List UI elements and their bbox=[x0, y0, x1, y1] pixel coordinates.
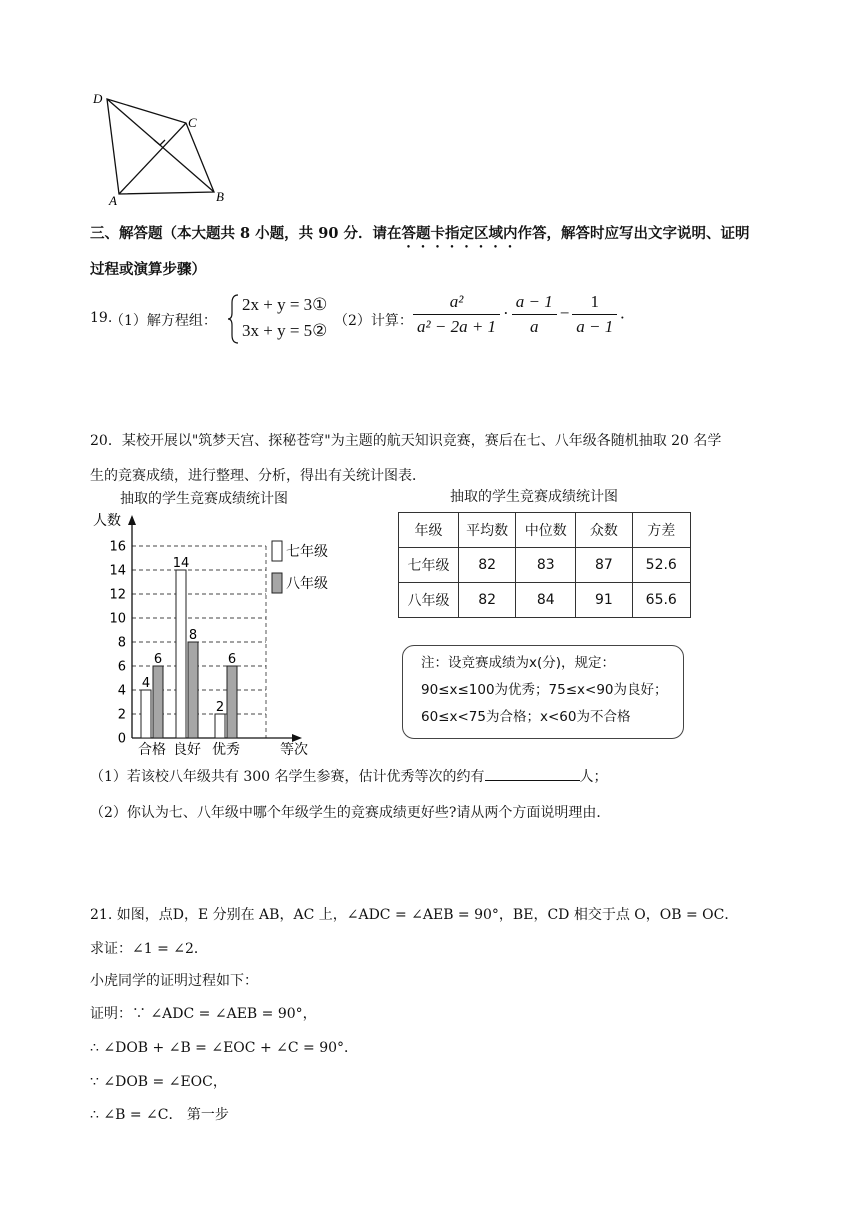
q21-line3: 小虎同学的证明过程如下： bbox=[90, 973, 258, 989]
fraction-2-numerator: a − 1 bbox=[512, 292, 557, 315]
q19-number: 19. bbox=[90, 310, 113, 326]
y-tick-label: 8 bbox=[117, 635, 126, 651]
y-tick-label: 14 bbox=[109, 563, 126, 579]
fraction-2-denominator: a bbox=[529, 317, 539, 336]
y-tick-label: 16 bbox=[109, 539, 126, 555]
section-heading-part-b: 作答，解答时应写出文字说明、证明 bbox=[517, 225, 750, 242]
q20-line1: 20．某校开展以"筑梦天宫、探秘苍穹"为主题的航天知识竞赛，赛后在七、八年级各随机抽取 20 名学 bbox=[90, 433, 722, 449]
q19-eq1: 2x + y = 3① bbox=[242, 295, 328, 314]
y-tick-label: 6 bbox=[117, 659, 126, 675]
y-tick-label: 2 bbox=[117, 707, 126, 723]
q21-line6: ∵ ∠DOB = ∠EOC， bbox=[90, 1074, 227, 1090]
fraction-1 bbox=[413, 292, 500, 337]
x-tick-label: 优秀 bbox=[212, 742, 240, 758]
section-heading-part-a: 三、解答题（本大题共 8 小题，共 90 分．请在 bbox=[90, 225, 402, 242]
bar bbox=[153, 666, 163, 738]
x-tick-label: 良好 bbox=[173, 742, 201, 758]
right-angle-mark bbox=[154, 140, 165, 145]
bar bbox=[141, 690, 151, 738]
note-box bbox=[402, 645, 684, 739]
expression-end: . bbox=[620, 303, 625, 323]
label-c: C bbox=[188, 115, 197, 130]
x-tick-label: 合格 bbox=[138, 742, 166, 758]
bar-value-label: 14 bbox=[172, 556, 190, 571]
bar-value-label: 6 bbox=[153, 652, 163, 667]
table-cell: 52.6 bbox=[632, 548, 690, 583]
q20-sub1-suffix: 人； bbox=[579, 769, 608, 785]
q21-line1: 21. 如图，点D，E 分别在 AB，AC 上，∠ADC = ∠AEB = 90°，BE，CD 相交于点 O，OB = OC． bbox=[90, 907, 739, 923]
table-header-cell: 中位数 bbox=[516, 513, 576, 548]
table-row bbox=[399, 583, 691, 618]
chart-title: 抽取的学生竞赛成绩统计图 bbox=[120, 491, 288, 507]
label-a: A bbox=[109, 193, 117, 208]
table-cell: 87 bbox=[576, 548, 632, 583]
table-cell: 七年级 bbox=[399, 548, 459, 583]
q21-line4: 证明：∵ ∠ADC = ∠AEB = 90°， bbox=[90, 1006, 317, 1022]
legend-label: 八年级 bbox=[286, 576, 328, 592]
table-cell: 82 bbox=[459, 548, 516, 583]
bar-chart bbox=[88, 505, 328, 760]
y-tick-label: 0 bbox=[117, 731, 126, 747]
fraction-1-denominator: a² − 2a + 1 bbox=[417, 317, 497, 336]
fraction-3 bbox=[572, 292, 617, 337]
bar-value-label: 2 bbox=[215, 700, 225, 715]
table-header-cell: 平均数 bbox=[459, 513, 516, 548]
q20-sub1 bbox=[90, 766, 608, 786]
y-tick-label: 4 bbox=[117, 683, 126, 699]
table-cell: 91 bbox=[576, 583, 632, 618]
quadrilateral-figure bbox=[88, 86, 238, 208]
bar bbox=[227, 666, 237, 738]
fraction-1-numerator: a² bbox=[413, 292, 500, 315]
x-axis-arrow-icon bbox=[292, 734, 302, 742]
table-title: 抽取的学生竞赛成绩统计图 bbox=[450, 489, 618, 505]
q21-line2: 求证：∠1 = ∠2． bbox=[90, 941, 208, 957]
legend-label: 七年级 bbox=[286, 544, 328, 560]
table-cell: 84 bbox=[516, 583, 576, 618]
note-line: 60≤x<75为合格；x<60为不合格 bbox=[421, 709, 631, 725]
section-heading bbox=[90, 222, 749, 251]
table-cell: 65.6 bbox=[632, 583, 690, 618]
label-b: B bbox=[216, 189, 224, 204]
fraction-2 bbox=[512, 292, 557, 337]
table-cell: 八年级 bbox=[399, 583, 459, 618]
legend-swatch bbox=[272, 573, 282, 593]
bar bbox=[188, 642, 198, 738]
table-header-cell: 年级 bbox=[399, 513, 459, 548]
note-line: 注：设竞赛成绩为x(分)，规定： bbox=[421, 655, 616, 671]
q21-line5: ∴ ∠DOB + ∠B = ∠EOC + ∠C = 90°． bbox=[90, 1040, 359, 1056]
stats-table bbox=[398, 512, 691, 618]
q19-part1: （1）解方程组： bbox=[110, 313, 217, 329]
q20-sub1-text: （1）若该校八年级共有 300 名学生参赛，估计优秀等次的约有 bbox=[90, 769, 485, 785]
table-cell: 82 bbox=[459, 583, 516, 618]
bar bbox=[176, 570, 186, 738]
q20-sub2: （2）你认为七、八年级中哪个年级学生的竞赛成绩更好些?请从两个方面说明理由． bbox=[90, 805, 611, 821]
q20-line2: 生的竞赛成绩，进行整理、分析，得出有关统计图表． bbox=[90, 468, 426, 484]
table-header-row bbox=[399, 513, 691, 548]
dot-operator: · bbox=[503, 303, 509, 323]
section-heading-line2: 过程或演算步骤） bbox=[90, 261, 206, 278]
x-axis-label: 等次 bbox=[280, 742, 308, 758]
table-cell: 83 bbox=[516, 548, 576, 583]
label-d: D bbox=[93, 91, 103, 106]
note-line: 90≤x≤100为优秀；75≤x<90为良好； bbox=[421, 682, 668, 698]
q21-line7: ∴ ∠B = ∠C． 第一步 bbox=[90, 1107, 229, 1123]
section-heading-dotted: 答题卡指定区域内 bbox=[401, 225, 518, 242]
y-tick-label: 10 bbox=[109, 611, 126, 627]
q19-part2: （2）计算： bbox=[334, 313, 413, 329]
y-axis-arrow-icon bbox=[128, 515, 136, 525]
fraction-3-numerator: 1 bbox=[572, 292, 617, 315]
bar-value-label: 6 bbox=[227, 652, 237, 667]
q19-expression bbox=[410, 292, 625, 337]
q19-eq2: 3x + y = 5② bbox=[242, 321, 328, 340]
bar-value-label: 8 bbox=[188, 628, 198, 643]
fraction-3-denominator: a − 1 bbox=[576, 317, 614, 336]
bar bbox=[215, 714, 225, 738]
table-header-cell: 众数 bbox=[576, 513, 632, 548]
y-tick-label: 12 bbox=[109, 587, 126, 603]
table-header-cell: 方差 bbox=[632, 513, 690, 548]
left-brace-icon bbox=[228, 293, 240, 345]
y-axis-label: 人数 bbox=[93, 513, 121, 529]
minus-operator: − bbox=[559, 303, 570, 323]
legend-swatch bbox=[272, 541, 282, 561]
answer-blank bbox=[485, 766, 580, 781]
diagonal-db bbox=[107, 99, 214, 192]
bar-value-label: 4 bbox=[141, 676, 151, 691]
table-row bbox=[399, 548, 691, 583]
